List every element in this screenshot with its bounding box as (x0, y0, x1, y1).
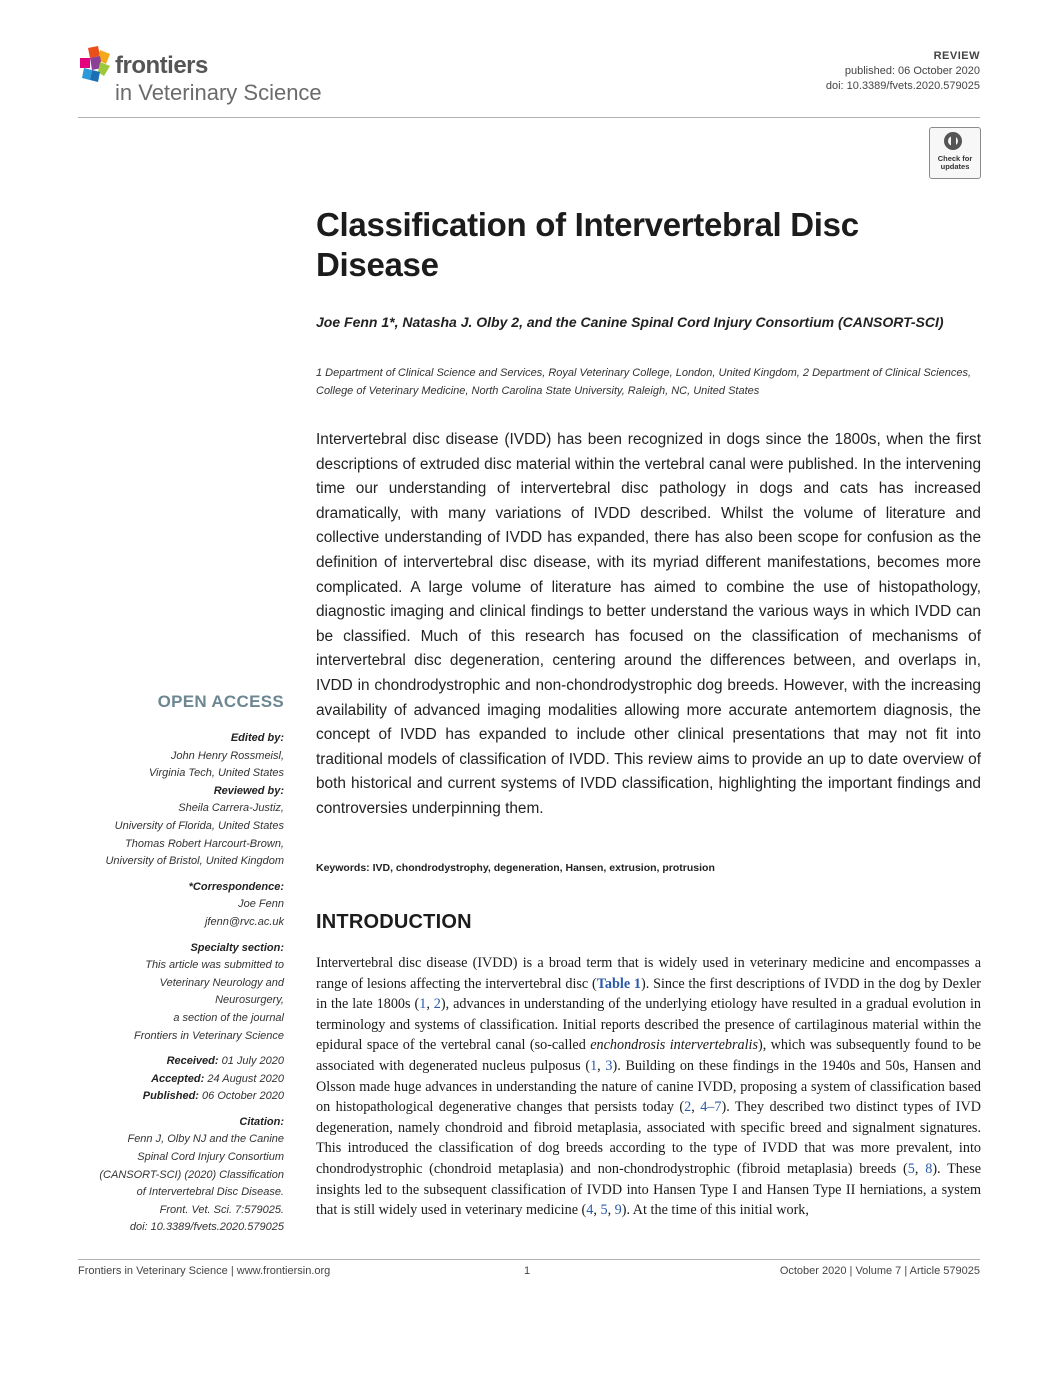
header-divider (78, 117, 980, 118)
citation-link[interactable]: 5 (600, 1202, 608, 1219)
reviewed-by-label: Reviewed by: (213, 784, 284, 797)
section-heading-introduction: INTRODUCTION (316, 911, 472, 933)
citation-label: Citation: (239, 1115, 284, 1128)
published-value: 06 October 2020 (202, 1090, 284, 1103)
reviewer-name: Thomas Robert Harcourt-Brown, (125, 837, 284, 850)
intro-text-8: ). At the time of this initial work, (621, 1202, 809, 1219)
check-for-updates-button[interactable] (929, 127, 981, 179)
citation-link[interactable]: 8 (925, 1160, 933, 1177)
table-link[interactable]: Table 1 (596, 975, 642, 992)
citation-link[interactable]: 2 (684, 1099, 692, 1116)
italic-term: enchondrosis intervertebralis (590, 1037, 758, 1054)
citation-link[interactable]: 9 (614, 1202, 622, 1219)
reviewer-affiliation: University of Bristol, United Kingdom (105, 855, 284, 868)
citation-link[interactable]: 4 (586, 1202, 594, 1219)
citation-link[interactable]: 1 (590, 1057, 598, 1074)
keywords: Keywords: IVD, chondrodystrophy, degeneration, Hansen, extrusion, protrusion (316, 862, 715, 874)
article-meta (826, 49, 980, 94)
crossmark-bar (951, 136, 956, 146)
journal-name: in Veterinary Science (115, 80, 322, 105)
citation-line: Front. Vet. Sci. 7:579025. (159, 1203, 284, 1216)
citation-link[interactable]: 4–7 (700, 1099, 722, 1116)
received-label: Received: (166, 1055, 219, 1068)
doi[interactable]: doi: 10.3389/fvets.2020.579025 (825, 80, 980, 92)
intro-text-1: Intervertebral disc disease (IVDD) is a broad term that is widely used in veterinary medicine and encompasses a range of lesions affecting the intervertebral disc ( (316, 955, 981, 992)
abstract: Intervertebral disc disease (IVDD) has been recognized in dogs since the 1800s, when the first descriptions of extruded disc material within the vertebral canal were published. In the intervening time our understanding of intervertebral disc pathology in dogs and cats has increased dramatically, with many variations of IVDD described. Whilst the volume of literature and collective understanding of IVDD has expanded, there has also been scope for confusion as the definition of intervertebral disc disease, with its myriad different manifestations, becomes more complicated. A large volume of literature has aimed to combine the use of histopathology, diagnostic imaging and clinical findings to better understand the various ways in which IVDD can be classified. Much of this research has focused on the classification of mechanisms of intervertebral disc degeneration, centering around the differences between, and overlaps in, IVDD in chondrodystrophic and non-chondrodystrophic dog breeds. However, with the increasing availability of advanced imaging modalities allowing more accurate antemortem diagnosis, the concept of IVDD has expanded to include other clinical presentations that may not fit into traditional models of classification of IVDD. This review aims to provide an up to date overview of both historical and current systems of IVDD classification, highlighting the important findings and controversies underpinning them. (316, 431, 981, 817)
correspondence-email[interactable]: jfenn@rvc.ac.uk (204, 915, 284, 928)
article-sidebar (78, 730, 284, 1237)
intro-text-3: ), advances in understanding of the underlying etiology have resulted in a gradual evolution in terminology and systems of classification. Initial reports described the presence of cartilaginous material within the epidural space of the vertebral canal (so-called (316, 996, 981, 1054)
article-type: REVIEW (933, 50, 980, 62)
reviewer-affiliation: University of Florida, United States (114, 819, 284, 832)
check-for-updates-label: Check for updates (937, 154, 973, 171)
editor-affiliation: Virginia Tech, United States (148, 767, 284, 780)
brand-name: frontiers (115, 52, 208, 79)
accepted-date (78, 1071, 284, 1089)
citation-link[interactable]: 1 (419, 996, 427, 1013)
citation-doi[interactable]: doi: 10.3389/fvets.2020.579025 (129, 1221, 284, 1234)
correspondence-name: Joe Fenn (238, 898, 284, 911)
citation-link[interactable]: 2 (433, 996, 441, 1013)
footer-journal-link[interactable]: Frontiers in Veterinary Science | www.frontiersin.org (78, 1265, 331, 1277)
author-list: Joe Fenn 1*, Natasha J. Olby 2, and the Canine Spinal Cord Injury Consortium (CANSORT-SCI) (316, 314, 944, 330)
footer-issue-info: October 2020 | Volume 7 | Article 579025 (779, 1265, 980, 1277)
intro-text-7: ). These insights led to the subsequent classification of IVDD into Hansen Type I and Hansen Type II herniations, a system that is still widely used in veterinary medicine ( (316, 1160, 982, 1219)
specialty-line: Neurosurgery, (215, 994, 284, 1007)
edited-by-label: Edited by: (230, 732, 284, 744)
received-date (78, 1053, 284, 1071)
citation-line: (CANSORT-SCI) (2020) Classification (99, 1168, 284, 1181)
published-date: published: 06 October 2020 (844, 65, 980, 77)
accepted-label: Accepted: (151, 1072, 205, 1085)
specialty-line: This article was submitted to (145, 959, 284, 972)
affiliations: 1 Department of Clinical Science and Services, Royal Veterinary College, London, United Kingdom, 2 Department of Clinical Sciences, College of Veterinary Medicine, North Carolina State University, Raleigh, NC, United States (316, 367, 972, 397)
intro-text-4: ), which was subsequently found to be associated with degenerated nucleus pulposus ( (316, 1037, 981, 1074)
open-access-label: OPEN ACCESS (157, 692, 284, 711)
citation-link[interactable]: 5 (907, 1160, 915, 1177)
journal-logo[interactable] (78, 44, 368, 110)
intro-text-2: ). Since the first descriptions of IVDD in the dog by Dexler in the late 1800s ( (316, 975, 981, 1013)
specialty-section-label: Specialty section: (190, 941, 284, 954)
intro-text-6: ). They described two distinct types of IVD degeneration, namely chondroid and fibroid metaplasia, associated with specific breed and signalment signatures. This introduced the classification of dog breeds according to the type of IVDD that was more prevalent, into chondrodystrophic (chondroid metaplasia) and non-chondrodystrophic (fibroid metaplasia) breeds ( (316, 1099, 982, 1177)
article-title: Classification of Intervertebral Disc Disease (316, 206, 859, 283)
citation-link[interactable]: 3 (605, 1057, 613, 1074)
editor-name: John Henry Rossmeisl, (170, 749, 284, 762)
page-number: 1 (524, 1265, 531, 1277)
specialty-line: Veterinary Neurology and (159, 976, 284, 989)
citation-line: Fenn J, Olby NJ and the Canine (127, 1133, 284, 1146)
published-label: Published: (142, 1090, 199, 1103)
correspondence-label: *Correspondence: (188, 880, 284, 893)
received-value: 01 July 2020 (221, 1055, 284, 1068)
frontiers-logo-icon (78, 46, 112, 82)
accepted-value: 24 August 2020 (207, 1072, 284, 1085)
citation-line: of Intervertebral Disc Disease. (136, 1186, 284, 1199)
introduction-text: Intervertebral disc disease (IVDD) is a broad term that is widely used in veterinary medicine and encompasses a range of lesions affecting the intervertebral disc (Table 1). Since the first descriptions of IVDD in the dog by Dexler in the late 1800s (1, 2), advances in understanding of the underlying etiology have resulted in a gradual evolution in terminology and systems of classification. Initial reports described the presence of cartilaginous material within the epidural space of the vertebral canal (so-called enchondrosis intervertebralis), which was subsequently found to be associated with degenerated nucleus pulposus (1, 3). Building on these findings in the 1940s and 50s, Hansen and Olsson made huge advances in understanding the nature of canine IVDD, proposing a system of classification based on histopathological degenerative changes that persists today (2, 4–7). They described two distinct types of IVD degeneration, namely chondroid and fibroid metaplasia, associated with specific breed and signalment signatures. This introduced the classification of dog breeds according to the type of IVDD that was more prevalent, into chondrodystrophic (chondroid metaplasia) and non-chondrodystrophic (fibroid metaplasia) breeds (5, 8). These insights led to the subsequent classification of IVDD into Hansen Type I and Hansen Type II herniations, a system that is still widely used in veterinary medicine (4, 5, 9). At the time of this initial work, (316, 955, 982, 1219)
citation-line: Spinal Cord Injury Consortium (137, 1151, 284, 1164)
published-date-side (78, 1088, 284, 1106)
specialty-line: Frontiers in Veterinary Science (134, 1029, 284, 1042)
reviewer-name: Sheila Carrera-Justiz, (178, 802, 284, 815)
footer-divider (78, 1259, 980, 1260)
specialty-line: a section of the journal (173, 1011, 284, 1024)
intro-text-5: ). Building on these findings in the 1940s and 50s, Hansen and Olsson made huge advances in understanding the nature of canine IVDD, proposing a system of classification based on histopathological degenerative changes that persists today ( (316, 1057, 981, 1116)
